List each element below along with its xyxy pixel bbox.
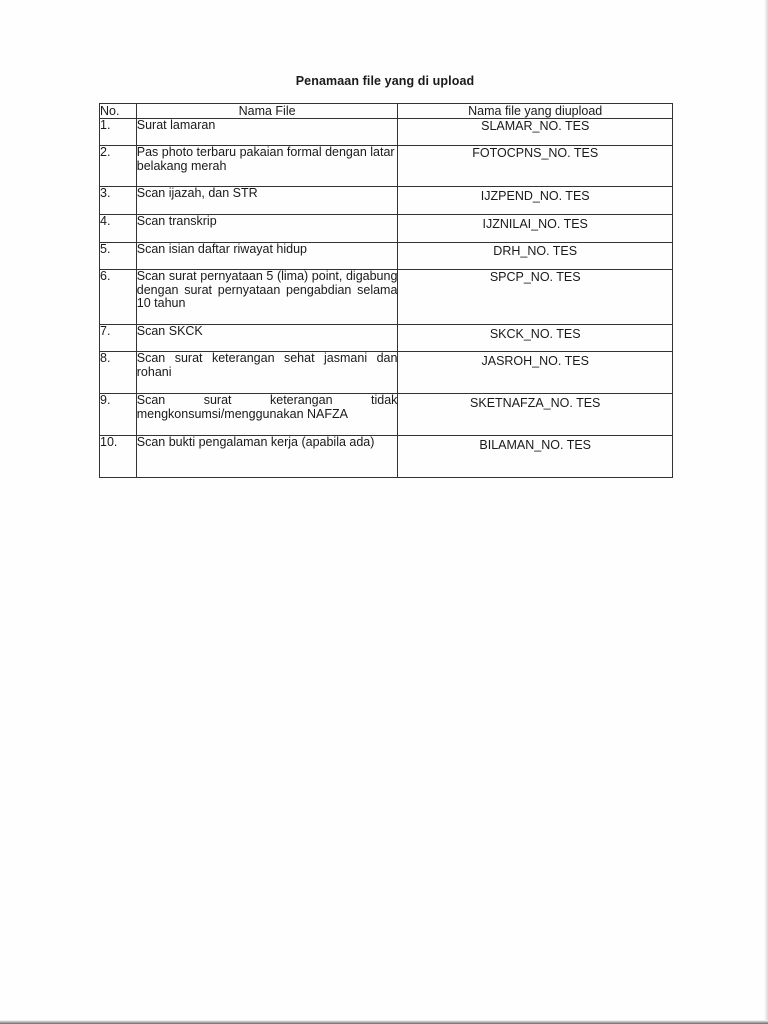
upload-filename-text: BILAMAN_NO. TES — [479, 438, 592, 452]
upload-filename-text: SLAMAR_NO. TES — [481, 119, 590, 133]
row-number: 10. — [100, 436, 137, 478]
row-upload-filename — [398, 215, 673, 243]
header-nama-file: Nama File — [136, 104, 398, 119]
table-row — [100, 146, 673, 187]
upload-filename-text: SKETNAFZA_NO. TES — [470, 396, 601, 410]
row-upload-filename — [398, 243, 673, 270]
table-row — [100, 325, 673, 352]
table-row — [100, 270, 673, 325]
row-upload-filename — [398, 325, 673, 352]
row-number: 4. — [100, 215, 137, 243]
table-row — [100, 243, 673, 270]
table-header-row — [100, 104, 673, 119]
row-file-description: Scan surat keterangan sehat jasmani dan rohani — [136, 352, 398, 394]
row-upload-filename — [398, 270, 673, 325]
row-upload-filename — [398, 394, 673, 436]
scan-edge-bottom — [0, 1020, 768, 1024]
row-number: 6. — [100, 270, 137, 325]
table-row — [100, 215, 673, 243]
upload-filename-text: DRH_NO. TES — [493, 244, 578, 258]
row-number: 3. — [100, 187, 137, 215]
row-file-description: Scan surat keterangan tidak mengkonsumsi/menggunakan NAFZA — [136, 394, 398, 436]
upload-filename-text: SPCP_NO. TES — [489, 270, 581, 284]
row-file-description: Scan bukti pengalaman kerja (apabila ada) — [136, 436, 398, 478]
row-file-description: Scan ijazah, dan STR — [136, 187, 398, 215]
scan-edge-right — [764, 0, 768, 1024]
document-title: Penamaan file yang di upload — [295, 74, 475, 88]
upload-filename-text: JASROH_NO. TES — [481, 354, 589, 368]
row-number: 1. — [100, 119, 137, 146]
header-no: No. — [100, 104, 137, 119]
table-row — [100, 394, 673, 436]
file-naming-table — [99, 103, 673, 478]
row-file-description: Surat lamaran — [136, 119, 398, 146]
table-row — [100, 187, 673, 215]
upload-filename-text: FOTOCPNS_NO. TES — [472, 146, 599, 160]
table-row — [100, 436, 673, 478]
row-upload-filename — [398, 119, 673, 146]
row-number: 8. — [100, 352, 137, 394]
row-number: 9. — [100, 394, 137, 436]
row-upload-filename — [398, 187, 673, 215]
row-upload-filename — [398, 352, 673, 394]
upload-filename-text: IJZNILAI_NO. TES — [482, 217, 588, 231]
row-file-description: Scan surat pernyataan 5 (lima) point, digabung dengan surat pernyataan pengabdian selama 10 tahun — [136, 270, 398, 325]
row-number: 7. — [100, 325, 137, 352]
row-file-description: Scan isian daftar riwayat hidup — [136, 243, 398, 270]
row-upload-filename — [398, 146, 673, 187]
row-upload-filename — [398, 436, 673, 478]
header-nama-file-diupload: Nama file yang diupload — [398, 104, 673, 119]
row-number: 5. — [100, 243, 137, 270]
row-file-description: Scan transkrip — [136, 215, 398, 243]
table-row — [100, 352, 673, 394]
upload-filename-text: IJZPEND_NO. TES — [480, 189, 590, 203]
table-row — [100, 119, 673, 146]
row-number: 2. — [100, 146, 137, 187]
upload-filename-text: SKCK_NO. TES — [489, 327, 581, 341]
row-file-description: Pas photo terbaru pakaian formal dengan latar belakang merah — [136, 146, 398, 187]
row-file-description: Scan SKCK — [136, 325, 398, 352]
